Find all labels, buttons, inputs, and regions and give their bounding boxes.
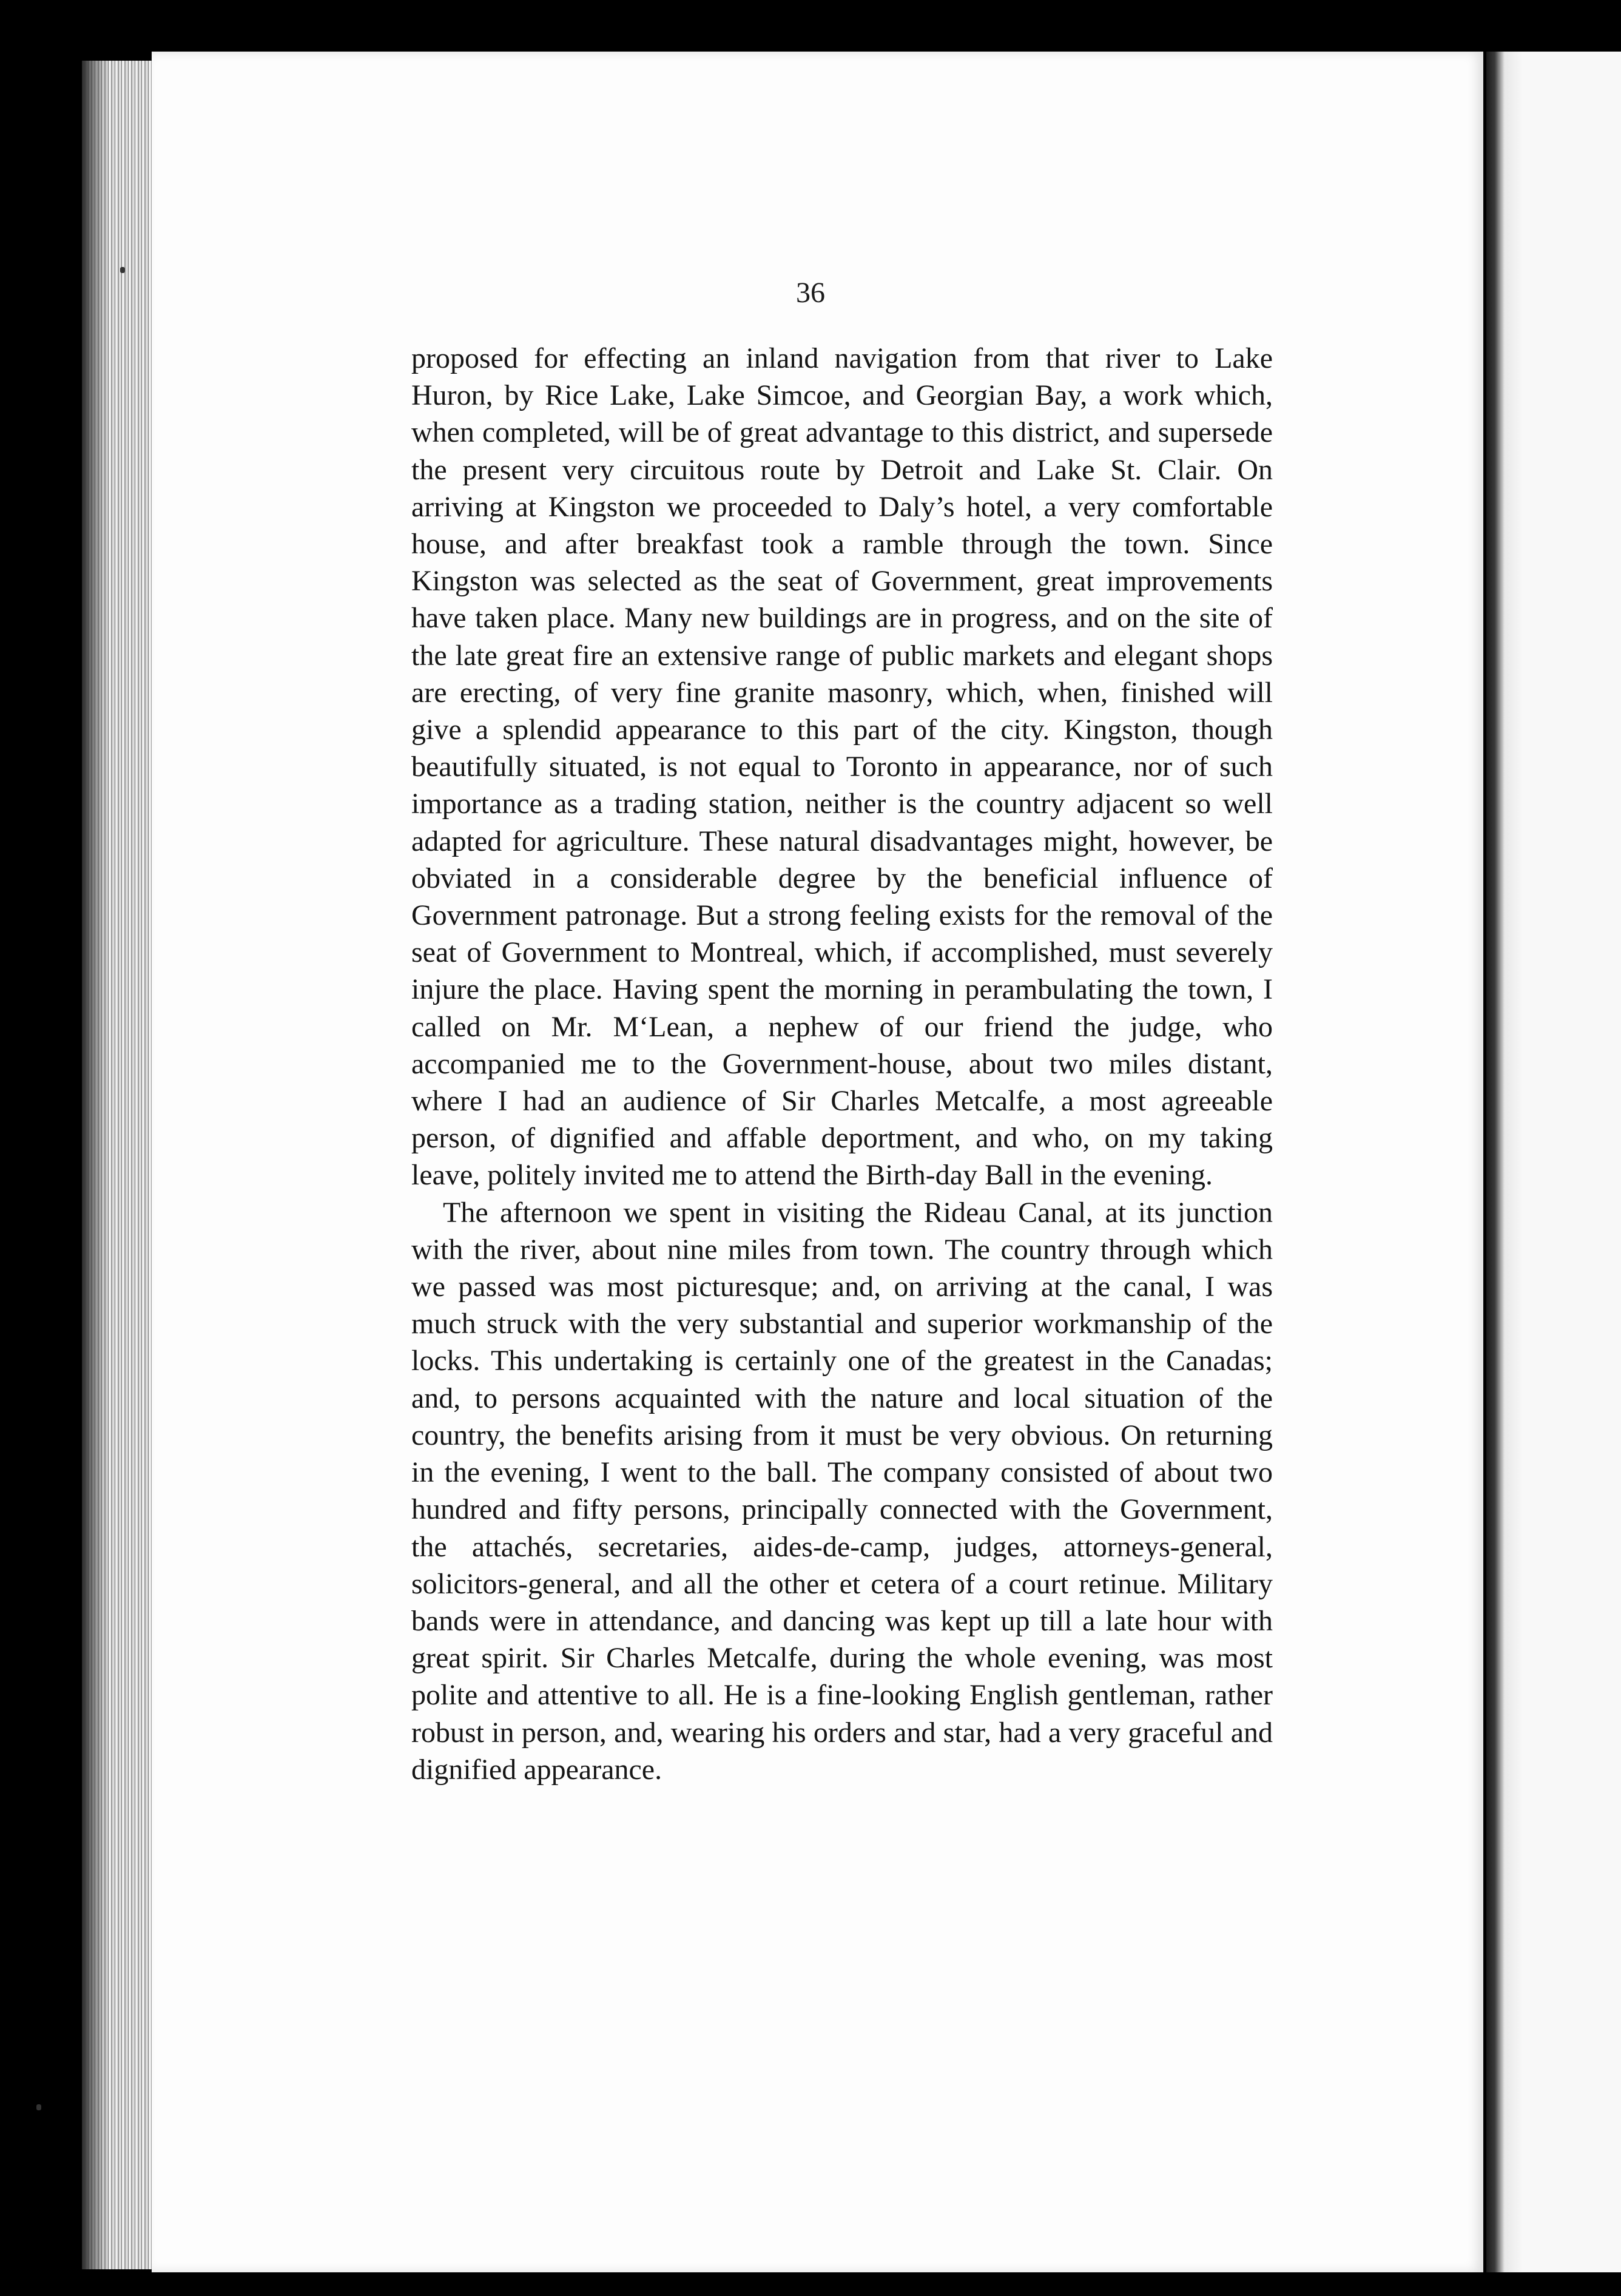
body-text (411, 340, 1273, 1788)
scan-speck (36, 2104, 41, 2110)
next-page-edge (1486, 52, 1621, 2272)
page-edge-stack (82, 61, 155, 2269)
paragraph-2: The afternoon we spent in visiting the Rideau Canal, at its junction with the river, about nine miles from town. The country through which we passed was most picturesque; and, on arriving at the canal, I was much struck with the very substantial and superior workmanship of the locks. This undertaking is certainly one of the greatest in the Canadas; and, to persons acquainted with the nature and local situation of the country, the benefits arising from it must be very obvious. On returning in the evening, I went to the ball. The company consisted of about two hundred and fifty persons, principally connected with the Government, the attachés, secretaries, aides-de-camp, judges, attorneys-general, solicitors-general, and all the other et cetera of a court retinue. Military bands were in attendance, and dancing was kept up till a late hour with great spirit. Sir Charles Metcalfe, during the whole evening, was most polite and attentive to all. He is a fine-looking English gentleman, rather robust in person, and, wearing his orders and star, had a very graceful and dignified appearance. (411, 1196, 1273, 1786)
scan-speck (120, 267, 125, 273)
gutter-shadow (82, 61, 109, 2269)
page-number: 36 (796, 277, 825, 309)
paragraph-1: proposed for effecting an inland navigation from that river to Lake Huron, by Rice Lake, Lake Simcoe, and Georgian Bay, a work which, when completed, will be of great advantage to this district, and supersede the present very circuitous route by Detroit and Lake St. Clair. On arriving at Kingston we proceeded to Daly’s hotel, a very comfortable house, and after breakfast took a ramble through the town. Since Kingston was selected as the seat of Government, great improvements have taken place. Many new buildings are in progress, and on the site of the late great fire an extensive range of public markets and elegant shops are erecting, of very fine granite masonry, which, when, finished will give a splendid appearance to this part of the city. Kingston, though beautifully situated, is not equal to Toronto in appearance, nor of such importance as a trading station, neither is the country adjacent so well adapted for agriculture. These natural disadvantages might, however, be obviated in a considerable degree by the beneficial influence of Government patronage. But a strong feeling exists for the removal of the seat of Government to Montreal, which, if accomplished, must severely injure the place. Having spent the morning in perambulating the town, I called on Mr. M‘Lean, a nephew of our friend the judge, who accompanied me to the Government-house, about two miles distant, where I had an audience of Sir Charles Metcalfe, a most agreeable person, of dignified and affable deportment, and who, on my taking leave, politely invited me to attend the Birth-day Ball in the evening. (411, 342, 1273, 1192)
